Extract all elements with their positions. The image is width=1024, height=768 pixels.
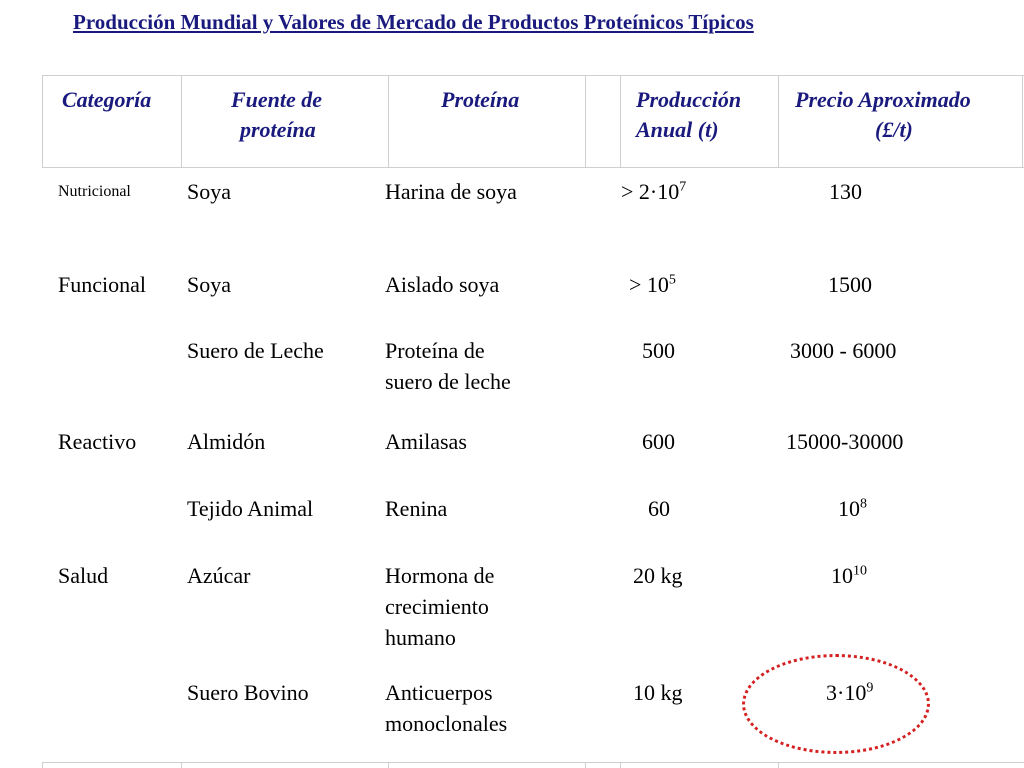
row-proteina-line2: suero de leche [385,369,511,394]
bottom-divider-4 [585,762,586,768]
row-proteina-line2: crecimiento [385,594,489,619]
row-categoria: Reactivo [58,429,137,454]
row-categoria: Nutricional [58,183,131,200]
row-proteina-line1: Proteína de [385,338,485,363]
row-produccion: > $10^5$ [629,272,676,297]
row-fuente: Suero Bovino [187,680,309,705]
col-divider-5 [620,75,621,168]
row-fuente: Soya [187,179,231,204]
row-precio: 1500 [828,272,872,297]
row-proteina-line2: monoclonales [385,711,508,736]
row-precio: $3\cdot 10^9$ [826,680,874,705]
header-bottom-border [42,167,1024,168]
col-divider-4 [585,75,586,168]
row-produccion: 10 kg [633,680,683,705]
header-precio-line1: Precio Aproximado [795,87,971,112]
row-precio: $10^{10}$ [831,563,867,588]
row-proteina: Aislado soya [385,272,500,297]
col-divider-2 [181,75,182,168]
row-proteina-line3: humano [385,625,456,650]
row-produccion: 20 kg [633,563,683,588]
row-produccion: 500 [642,338,675,363]
row-proteina: Amilasas [385,429,467,454]
row-proteina-line1: Anticuerpos [385,680,493,705]
row-precio: 3000 - 6000 [790,338,897,363]
row-fuente: Tejido Animal [187,496,314,521]
row-proteina: Harina de soya [385,179,517,204]
header-proteina: Proteína [441,87,520,112]
bottom-divider-3 [388,762,389,768]
row-produccion: 60 [648,496,670,521]
row-proteina-line1: Hormona de [385,563,495,588]
header-fuente-line2: proteína [240,117,316,142]
header-produccion-line1: Producción [636,87,742,112]
col-divider-1 [42,75,43,168]
table-top-border [42,75,1024,76]
table-bottom-border [42,762,1024,763]
highlight-ellipse [742,654,930,754]
header-fuente-line1: Fuente de [231,87,323,112]
bottom-divider-2 [181,762,182,768]
row-precio: 130 [829,179,862,204]
page-title: Producción Mundial y Valores de Mercado de Productos Proteínicos Típicos [73,10,754,34]
row-produccion: 600 [642,429,675,454]
row-proteina: Renina [385,496,448,521]
row-categoria: Salud [58,563,109,588]
header-precio-line2: (£/t) [875,117,913,142]
row-categoria: Funcional [58,272,146,297]
row-fuente: Almidón [187,429,266,454]
bottom-divider-6 [778,762,779,768]
col-divider-3 [388,75,389,168]
bottom-divider-5 [620,762,621,768]
row-precio: $10^8$ [838,496,867,521]
row-precio: 15000-30000 [786,429,904,454]
row-produccion: > $2\cdot 10^7$ [621,179,687,204]
header-categoria: Categoría [62,87,152,112]
header-produccion-line2: Anual (t) [636,117,719,142]
col-divider-7 [1022,75,1023,168]
row-fuente: Soya [187,272,231,297]
col-divider-6 [778,75,779,168]
bottom-divider-1 [42,762,43,768]
row-fuente: Suero de Leche [187,338,324,363]
row-fuente: Azúcar [187,563,251,588]
